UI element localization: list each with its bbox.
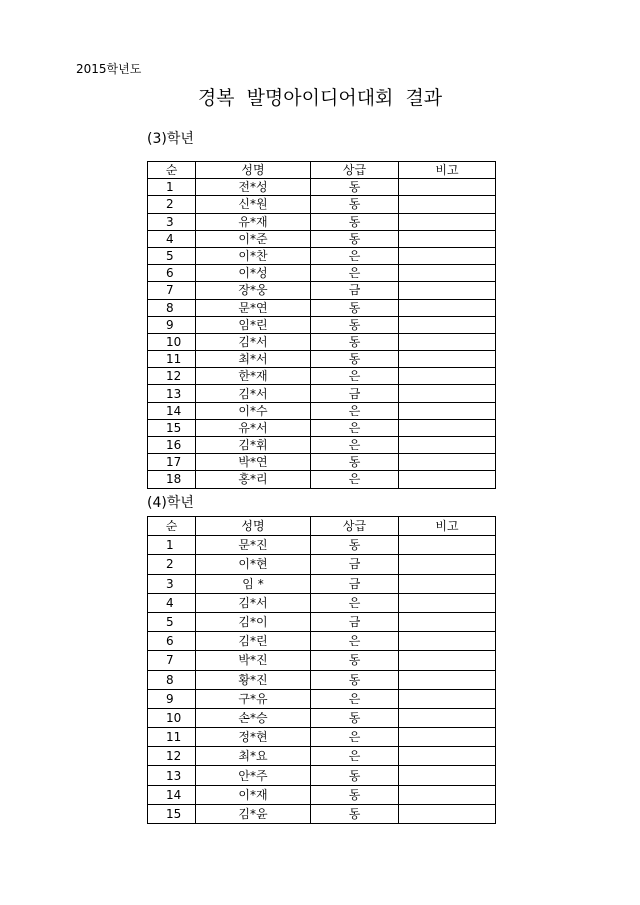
table-row [148, 651, 496, 670]
cell-award: 동 [311, 766, 399, 785]
table-row [148, 593, 496, 612]
cell-rank: 6 [148, 265, 196, 282]
cell-remarks [399, 213, 496, 230]
cell-award: 금 [311, 385, 399, 402]
cell-name: 이*현 [196, 555, 311, 574]
school-year-label: 2015학년도 [76, 62, 142, 76]
cell-name: 김*윤 [196, 804, 311, 823]
cell-rank: 9 [148, 316, 196, 333]
cell-rank: 4 [148, 230, 196, 247]
cell-name: 김*서 [196, 385, 311, 402]
cell-rank: 12 [148, 747, 196, 766]
cell-award: 동 [311, 299, 399, 316]
cell-name: 임*린 [196, 316, 311, 333]
cell-name: 김*서 [196, 593, 311, 612]
cell-remarks [399, 651, 496, 670]
table-row [148, 708, 496, 727]
table-row [148, 670, 496, 689]
cell-rank: 1 [148, 536, 196, 555]
cell-name: 김*휘 [196, 437, 311, 454]
cell-name: 장*웅 [196, 282, 311, 299]
cell-remarks [399, 689, 496, 708]
table-row [148, 351, 496, 368]
table-row [148, 299, 496, 316]
table-row [148, 728, 496, 747]
cell-rank: 5 [148, 247, 196, 264]
cell-remarks [399, 454, 496, 471]
table-row [148, 574, 496, 593]
cell-name: 안*주 [196, 766, 311, 785]
table-row [148, 265, 496, 282]
cell-remarks [399, 632, 496, 651]
cell-remarks [399, 265, 496, 282]
cell-name: 김*린 [196, 632, 311, 651]
table-row [148, 333, 496, 350]
cell-rank: 1 [148, 179, 196, 196]
header-remarks: 비고 [399, 162, 496, 179]
cell-award: 동 [311, 179, 399, 196]
table-row [148, 316, 496, 333]
table-row [148, 785, 496, 804]
cell-name: 김*서 [196, 333, 311, 350]
cell-remarks [399, 536, 496, 555]
cell-rank: 7 [148, 651, 196, 670]
header-rank: 순 [148, 162, 196, 179]
cell-remarks [399, 230, 496, 247]
table-row [148, 402, 496, 419]
cell-remarks [399, 196, 496, 213]
cell-rank: 10 [148, 333, 196, 350]
cell-award: 동 [311, 454, 399, 471]
cell-remarks [399, 785, 496, 804]
cell-award: 동 [311, 351, 399, 368]
cell-award: 동 [311, 804, 399, 823]
cell-remarks [399, 282, 496, 299]
cell-rank: 8 [148, 670, 196, 689]
table-row [148, 196, 496, 213]
cell-award: 은 [311, 265, 399, 282]
cell-name: 정*현 [196, 728, 311, 747]
cell-name: 최*요 [196, 747, 311, 766]
cell-remarks [399, 402, 496, 419]
cell-name: 신*원 [196, 196, 311, 213]
grade-3-section-title: (3)학년 [147, 131, 194, 147]
cell-name: 최*서 [196, 351, 311, 368]
cell-remarks [399, 804, 496, 823]
cell-name: 황*진 [196, 670, 311, 689]
cell-name: 구*유 [196, 689, 311, 708]
cell-rank: 3 [148, 574, 196, 593]
table-row [148, 689, 496, 708]
cell-award: 금 [311, 555, 399, 574]
cell-award: 은 [311, 632, 399, 651]
cell-remarks [399, 316, 496, 333]
cell-award: 은 [311, 471, 399, 488]
grade-4-section-title: (4)학년 [147, 495, 194, 511]
cell-rank: 17 [148, 454, 196, 471]
page-title: 경복 발명아이디어대회 결과 [197, 87, 443, 109]
cell-rank: 15 [148, 419, 196, 436]
table-row [148, 766, 496, 785]
table-row [148, 471, 496, 488]
cell-rank: 2 [148, 196, 196, 213]
cell-remarks [399, 299, 496, 316]
cell-award: 금 [311, 612, 399, 631]
cell-name: 홍*리 [196, 471, 311, 488]
header-rank: 순 [148, 517, 196, 536]
table-row [148, 804, 496, 823]
table-row [148, 230, 496, 247]
cell-award: 금 [311, 574, 399, 593]
cell-rank: 11 [148, 728, 196, 747]
table-row [148, 179, 496, 196]
cell-name: 임 * [196, 574, 311, 593]
table-header-row [148, 162, 496, 179]
cell-award: 동 [311, 333, 399, 350]
cell-award: 은 [311, 437, 399, 454]
table-row [148, 247, 496, 264]
table-row [148, 632, 496, 651]
cell-rank: 9 [148, 689, 196, 708]
cell-rank: 6 [148, 632, 196, 651]
cell-rank: 15 [148, 804, 196, 823]
cell-name: 전*성 [196, 179, 311, 196]
cell-award: 동 [311, 785, 399, 804]
cell-remarks [399, 612, 496, 631]
table-row [148, 419, 496, 436]
cell-rank: 5 [148, 612, 196, 631]
cell-remarks [399, 471, 496, 488]
cell-award: 동 [311, 316, 399, 333]
cell-name: 박*진 [196, 651, 311, 670]
cell-award: 동 [311, 230, 399, 247]
cell-rank: 14 [148, 402, 196, 419]
cell-remarks [399, 437, 496, 454]
cell-name: 이*준 [196, 230, 311, 247]
cell-rank: 4 [148, 593, 196, 612]
table-row [148, 385, 496, 402]
cell-name: 이*찬 [196, 247, 311, 264]
cell-remarks [399, 247, 496, 264]
cell-remarks [399, 555, 496, 574]
cell-remarks [399, 766, 496, 785]
cell-remarks [399, 593, 496, 612]
cell-remarks [399, 179, 496, 196]
cell-award: 동 [311, 213, 399, 230]
cell-award: 금 [311, 282, 399, 299]
cell-award: 은 [311, 728, 399, 747]
table-row [148, 555, 496, 574]
cell-rank: 8 [148, 299, 196, 316]
table-header-row [148, 517, 496, 536]
header-award: 상급 [311, 517, 399, 536]
cell-rank: 13 [148, 385, 196, 402]
cell-award: 은 [311, 368, 399, 385]
cell-name: 이*수 [196, 402, 311, 419]
cell-award: 은 [311, 402, 399, 419]
grade-3-results-table [147, 161, 496, 489]
cell-remarks [399, 368, 496, 385]
table-row [148, 747, 496, 766]
cell-rank: 12 [148, 368, 196, 385]
cell-name: 문*진 [196, 536, 311, 555]
cell-rank: 10 [148, 708, 196, 727]
header-name: 성명 [196, 517, 311, 536]
table-row [148, 282, 496, 299]
cell-remarks [399, 333, 496, 350]
header-name: 성명 [196, 162, 311, 179]
cell-rank: 18 [148, 471, 196, 488]
cell-remarks [399, 419, 496, 436]
cell-rank: 16 [148, 437, 196, 454]
cell-remarks [399, 385, 496, 402]
cell-award: 은 [311, 419, 399, 436]
cell-name: 손*승 [196, 708, 311, 727]
cell-award: 은 [311, 747, 399, 766]
header-award: 상급 [311, 162, 399, 179]
cell-name: 이*성 [196, 265, 311, 282]
grade-4-results-table [147, 516, 496, 824]
table-row [148, 536, 496, 555]
cell-award: 은 [311, 689, 399, 708]
cell-rank: 14 [148, 785, 196, 804]
cell-name: 문*연 [196, 299, 311, 316]
header-remarks: 비고 [399, 517, 496, 536]
cell-rank: 11 [148, 351, 196, 368]
cell-rank: 3 [148, 213, 196, 230]
cell-remarks [399, 670, 496, 689]
cell-award: 동 [311, 536, 399, 555]
cell-award: 동 [311, 708, 399, 727]
cell-remarks [399, 747, 496, 766]
table-row [148, 213, 496, 230]
cell-award: 은 [311, 593, 399, 612]
table-row [148, 437, 496, 454]
cell-remarks [399, 708, 496, 727]
cell-rank: 2 [148, 555, 196, 574]
cell-award: 동 [311, 196, 399, 213]
cell-award: 은 [311, 247, 399, 264]
table-row [148, 454, 496, 471]
cell-remarks [399, 574, 496, 593]
cell-name: 유*서 [196, 419, 311, 436]
cell-remarks [399, 351, 496, 368]
cell-name: 유*재 [196, 213, 311, 230]
cell-name: 이*재 [196, 785, 311, 804]
cell-rank: 7 [148, 282, 196, 299]
cell-rank: 13 [148, 766, 196, 785]
table-row [148, 368, 496, 385]
cell-award: 동 [311, 670, 399, 689]
table-row [148, 612, 496, 631]
cell-remarks [399, 728, 496, 747]
cell-name: 한*재 [196, 368, 311, 385]
cell-award: 동 [311, 651, 399, 670]
cell-name: 김*이 [196, 612, 311, 631]
cell-name: 박*연 [196, 454, 311, 471]
